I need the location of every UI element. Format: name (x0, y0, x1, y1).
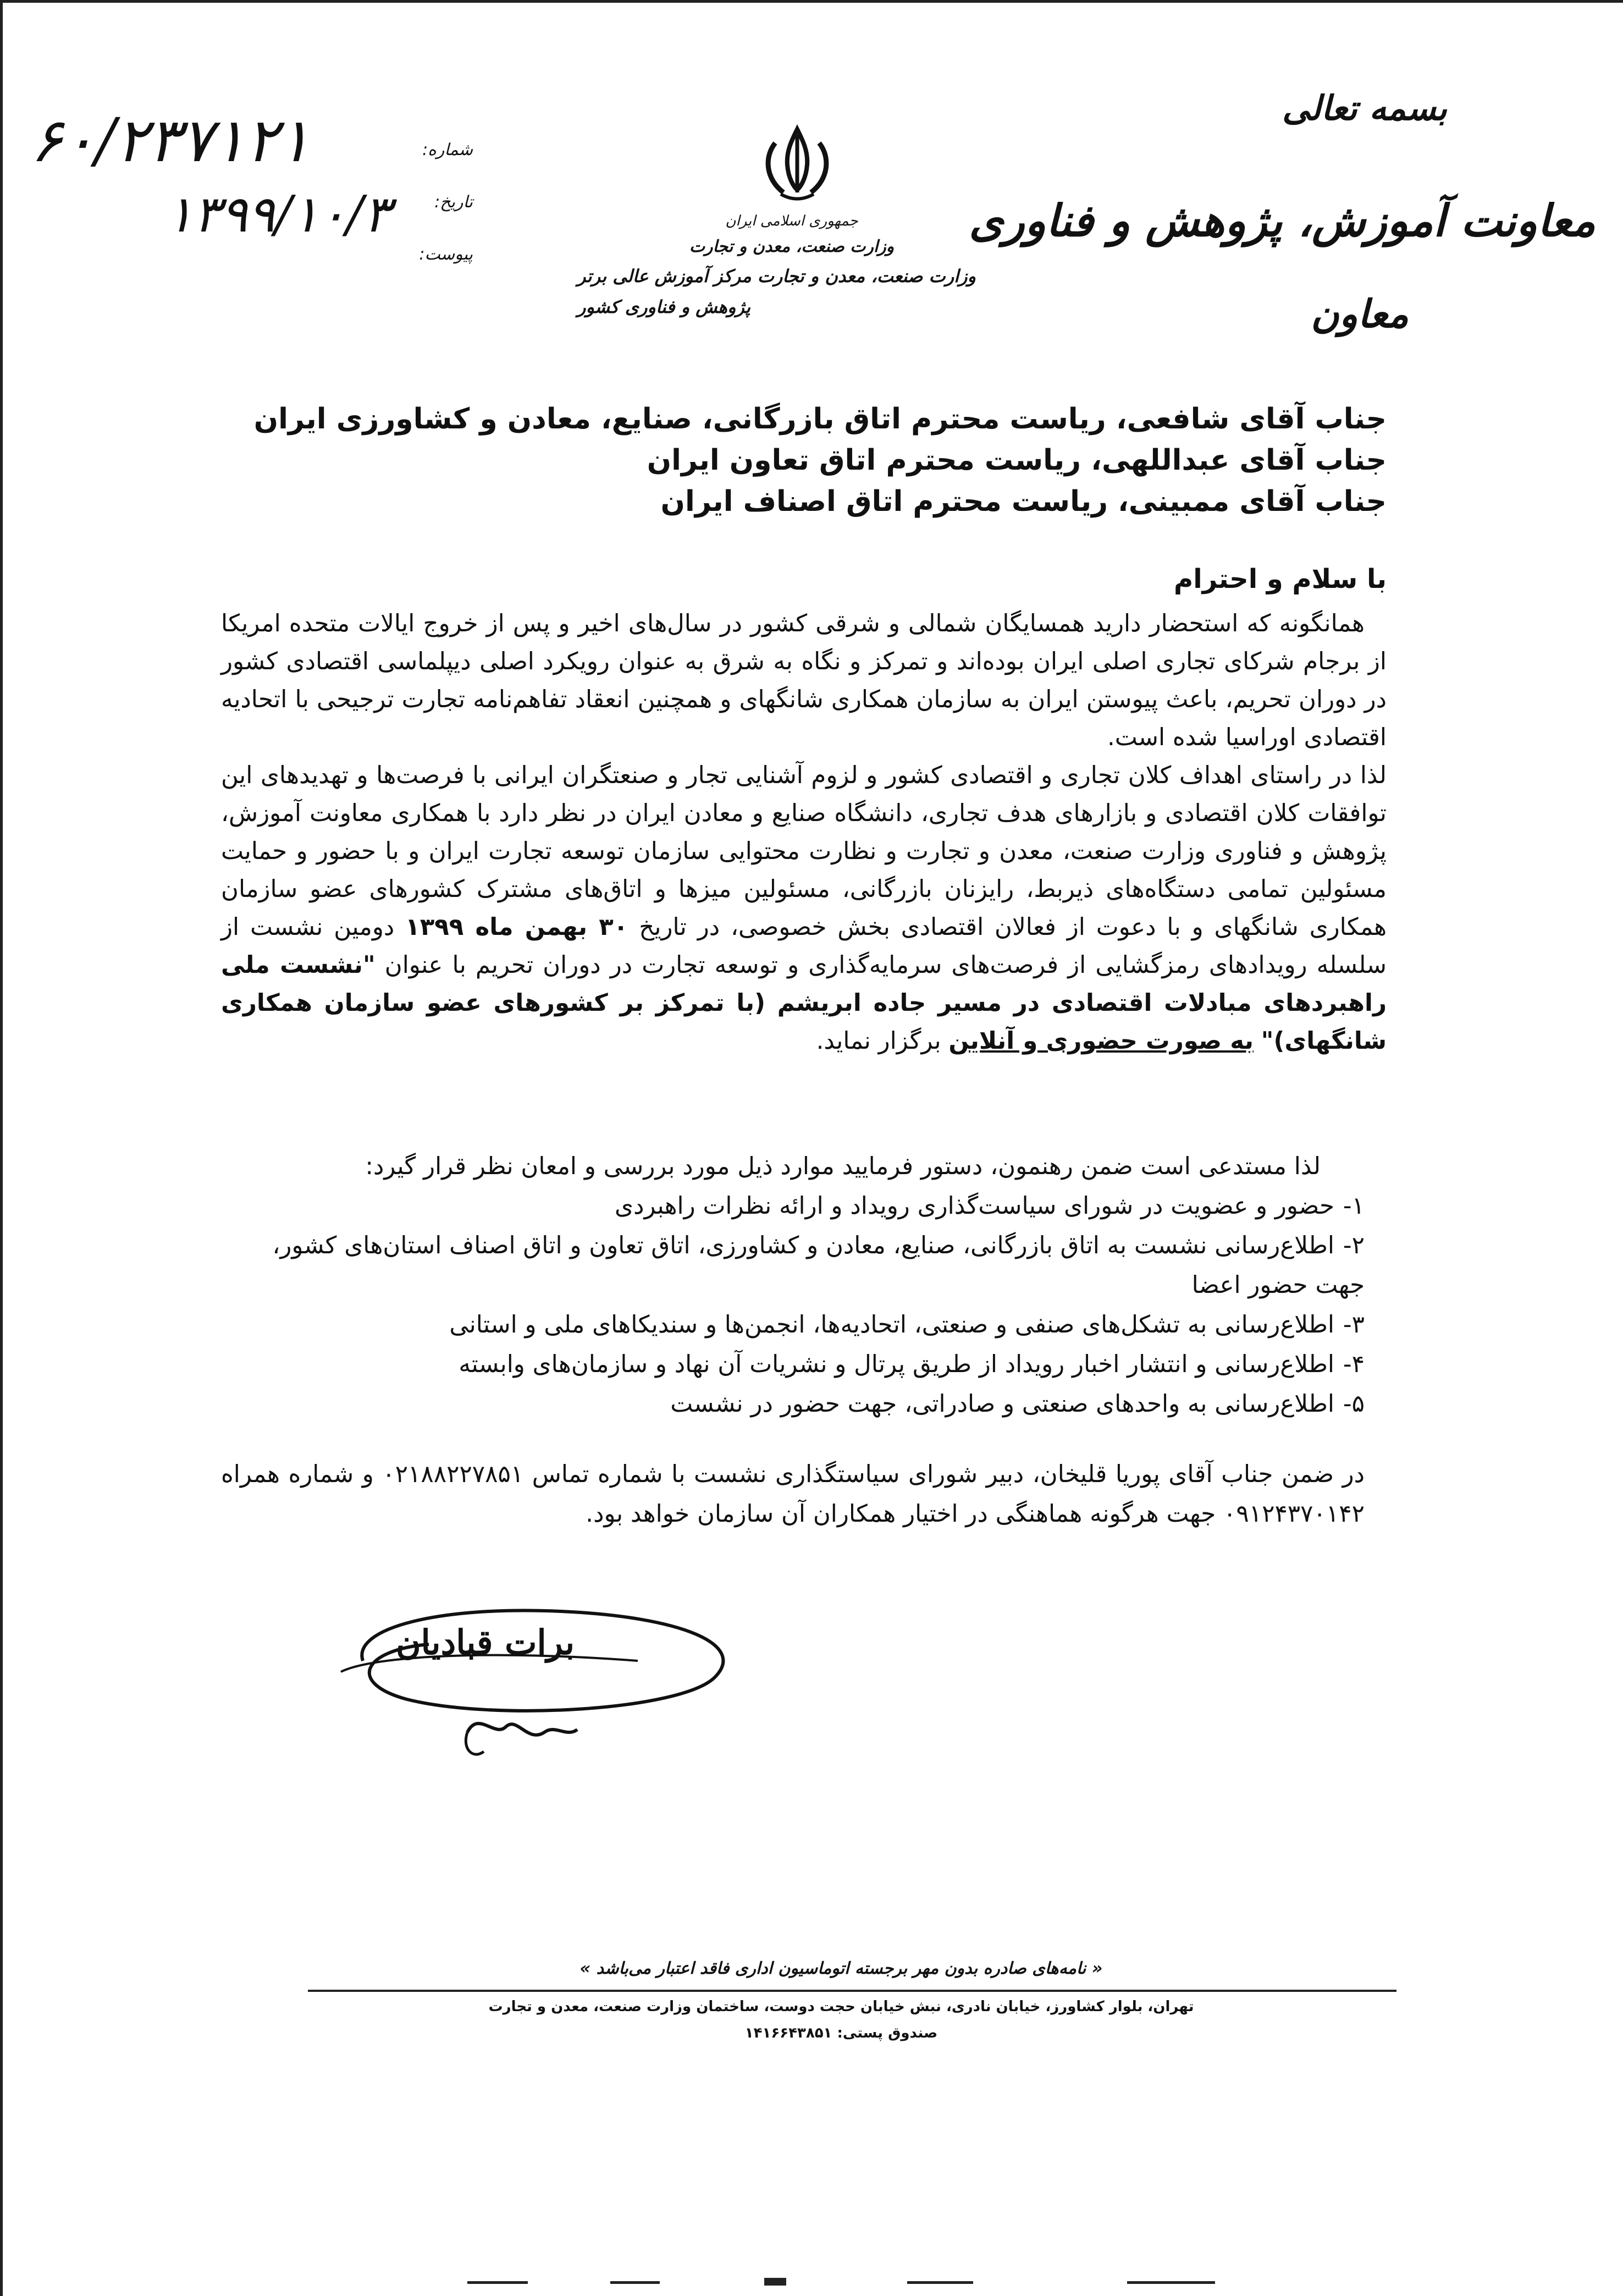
footer-notice: « نامه‌های صادره بدون مهر برجسته اتوماسیون اداری فاقد اعتبار می‌باشد » (579, 1959, 1103, 1978)
body-paragraph-1: همانگونه که استحضار دارید همسایگان شمالی و شرقی کشور در سال‌های اخیر و پس از خروج ایالات متحده امریکا از برجام شرکای تجاری اصلی ایران بوده‌اند و تمرکز و نگاه به شرق به عنوان رویکرد اصلی دیپلماسی اقتصادی کشور در دوران تحریم، باعث پیوستن ایران به سازمان همکاری شانگهای و همچنین انعقاد تفاهم‌نامه تجارت ترجیحی با اتحادیه اقتصادی اوراسیا شده است. (221, 610, 1387, 751)
meta-label-date: تاریخ: (434, 192, 473, 212)
event-mode: به صورت حضوری و آنلاین (948, 1027, 1254, 1055)
page-edge-top (0, 0, 1623, 3)
footer-divider (308, 1990, 1396, 1992)
letter-number: ۶۰/۲۳۷۱۲۱ (30, 105, 311, 175)
event-date: ۳۰ بهمن ماه ۱۳۹۹ (405, 913, 628, 941)
request-item-text: حضور و عضویت در شورای سیاست‌گذاری رویداد و ارائه نظرات راهبردی (615, 1192, 1334, 1220)
center-line: وزارت صنعت، معدن و تجارت مرکز آموزش عالی برتر پژوهش و فناوری کشور (577, 266, 976, 317)
deputy-title: معاون (1311, 291, 1409, 337)
republic-line: جمهوری اسلامی ایران (725, 213, 858, 229)
bismillah: بسمه تعالی (1282, 88, 1447, 128)
footer-po-box: صندوق پستی: ۱۴۱۶۶۴۳۸۵۱ (744, 2025, 938, 2041)
body-paragraph-2-b: دومین نشست از سلسله رویدادهای رمزگشایی از فرصت‌های سرمایه‌گذاری و توسعه تجارت در دوران تحریم با عنوان (221, 913, 1387, 979)
contact-paragraph: در ضمن جناب آقای پوریا قلیخان، دبیر شورای سیاستگذاری نشست با شماره تماس ۰۲۱۸۸۲۲۷۸۵۱ و شماره همراه ۰۹۱۲۴۳۷۰۱۴۲ جهت هرگونه هماهنگی در اختیار همکاران آن سازمان خواهد بود. (221, 1461, 1365, 1528)
request-item-number: ۳- (1343, 1311, 1365, 1339)
ministry-line: وزارت صنعت، معدن و تجارت (689, 237, 895, 256)
request-item (221, 1305, 1387, 1345)
page-edge-left (0, 0, 3, 2296)
request-item (221, 1345, 1387, 1384)
iran-emblem-icon (753, 124, 841, 206)
scan-marks (467, 2277, 1292, 2288)
request-item-number: ۱- (1343, 1192, 1365, 1220)
ministry-letterhead (577, 209, 1006, 322)
meta-labels (407, 124, 473, 280)
addressee-2: جناب آقای عبداللهی، ریاست محترم اتاق تعاون ایران (647, 444, 1387, 477)
request-item-text: اطلاع‌رسانی نشست به اتاق بازرگانی، صنایع، معادن و کشاورزی، اتاق تعاون و اتاق اصناف استان‌های کشور، جهت حضور اعضا (272, 1232, 1365, 1299)
letter-date: ۱۳۹۹/۱۰/۳ (166, 185, 390, 244)
greeting: با سلام و احترام (1174, 564, 1387, 594)
addressee-3: جناب آقای ممبینی، ریاست محترم اتاق اصناف ایران (660, 485, 1387, 518)
addressee-list (253, 399, 1387, 522)
request-item (221, 1384, 1387, 1424)
contact-info (221, 1455, 1387, 1534)
body-paragraph-2-a: لذا در راستای اهداف کلان تجاری و اقتصادی کشور و لزوم آشنایی تجار و صنعتگران ایرانی با فرصت‌ها و تهدیدهای این توافقات کلان اقتصادی و بازارهای هدف تجاری، دانشگاه صنایع و معادن ایران در نظر دارد با همکاری معاونت آموزش، پژوهش و فناوری وزارت صنعت، معدن و تجارت و نظارت محتوایی سازمان توسعه تجارت ایران و با حضور و حمایت مسئولین تمامی دستگاه‌های ذیربط، رایزنان بازرگانی، مسئولین میزها و اتاق‌های مشترک کشورهای عضو سازمان همکاری شانگهای و با دعوت از فعالان اقتصادی بخش خصوصی، در تاریخ (221, 762, 1387, 941)
request-item-number: ۲- (1343, 1232, 1365, 1259)
body-paragraph-2-c: برگزار نماید. (816, 1027, 941, 1055)
request-item-number: ۴- (1343, 1351, 1365, 1378)
request-list (221, 1147, 1387, 1424)
body-paragraph-2 (221, 757, 1387, 1060)
request-item-text: اطلاع‌رسانی به واحدهای صنعتی و صادراتی، جهت حضور در نشست (670, 1390, 1334, 1418)
office-title: معاونت آموزش، پژوهش و فناوری (969, 195, 1596, 246)
request-item (221, 1186, 1387, 1226)
signatory-name: برات قبادیان (396, 1622, 575, 1662)
request-item (221, 1226, 1387, 1305)
request-items (221, 1186, 1387, 1424)
request-item-text: اطلاع‌رسانی به تشکل‌های صنفی و صنعتی، اتحادیه‌ها، انجمن‌ها و سندیکاهای ملی و استانی (449, 1311, 1334, 1339)
footer-address: تهران، بلوار کشاورز، خیابان نادری، نبش خیابان حجت دوست، ساختمان وزارت صنعت، معدن و تجارت (488, 1998, 1194, 2015)
meta-label-attachment: پیوست: (419, 245, 473, 264)
handwritten-signature (330, 1595, 748, 1771)
request-intro: لذا مستدعی است ضمن رهنمون، دستور فرمایید موارد ذیل مورد بررسی و امعان نظر قرار گیرد: (365, 1153, 1321, 1180)
request-item-text: اطلاع‌رسانی و انتشار اخبار رویداد از طریق پرتال و نشریات آن نهاد و سازمان‌های وابسته (459, 1351, 1334, 1378)
letter-body (221, 605, 1387, 1060)
request-item-number: ۵- (1343, 1390, 1365, 1418)
meta-label-number: شماره: (422, 140, 473, 159)
event-title: "نشست ملی راهبردهای مبادلات اقتصادی در مسیر جاده ابریشم (با تمرکز بر کشورهای عضو سازمان همکاری شانگهای)" (221, 951, 1387, 1055)
addressee-1: جناب آقای شافعی، ریاست محترم اتاق بازرگانی، صنایع، معادن و کشاورزی ایران (253, 403, 1387, 436)
